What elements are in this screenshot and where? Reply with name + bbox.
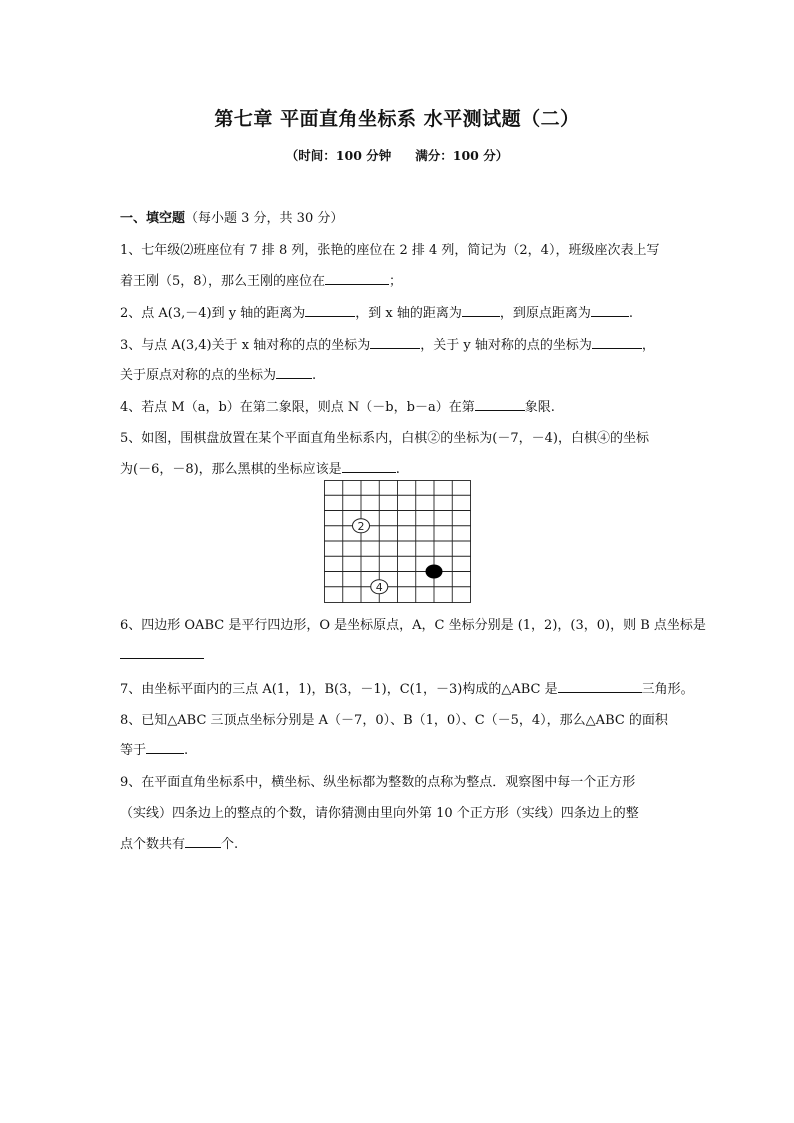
answer-blank-1[interactable]	[325, 272, 389, 285]
question-3-part-b: ，关于 y 轴对称的点的坐标为	[420, 338, 592, 353]
question-8-end: .	[184, 743, 189, 758]
question-2-part-c: ，到原点距离为	[499, 306, 591, 321]
white-stone-2-label: 2	[357, 520, 365, 533]
question-6-line-1: 6、四边形 OABC 是平行四边形，O 是坐标原点，A，C 坐标分别是 (1，2)，(3，0)，则 B 点坐标是	[120, 618, 706, 633]
exam-time: （时间：100 分钟	[285, 148, 392, 163]
question-1-line-1: 1、七年级⑵班座位有 7 排 8 列，张艳的座位在 2 排 4 列，简记为（2，4），班级座次表上写	[120, 243, 660, 258]
white-stone-2	[353, 519, 370, 533]
question-3-sep: ，	[641, 338, 655, 353]
answer-blank-3a[interactable]	[370, 336, 420, 349]
question-8-text: 等于	[120, 743, 147, 758]
answer-blank-3c[interactable]	[276, 366, 312, 379]
question-3-part-c: 关于原点对称的点的坐标为	[120, 368, 277, 383]
question-3-part-a: 3、与点 A(3,4)关于 x 轴对称的点的坐标为	[120, 338, 371, 353]
question-5-line-1: 5、如图，围棋盘放置在某个平面直角坐标系内，白棋②的坐标为(－7，－4)，白棋④的坐标	[120, 431, 649, 446]
question-3-end: .	[312, 368, 317, 383]
section-title: 一、填空题	[120, 211, 186, 226]
answer-blank-7[interactable]	[558, 680, 642, 693]
answer-blank-6[interactable]	[120, 646, 204, 659]
answer-blank-2c[interactable]	[591, 304, 629, 317]
question-4-end: 象限.	[524, 400, 555, 415]
question-3-line-1	[120, 334, 655, 353]
answer-blank-2a[interactable]	[305, 304, 355, 317]
answer-blank-2b[interactable]	[462, 304, 500, 317]
answer-blank-3b[interactable]	[592, 336, 642, 349]
question-9-line-3	[120, 833, 238, 852]
question-2	[120, 302, 633, 321]
answer-blank-9[interactable]	[185, 835, 221, 848]
exam-info	[0, 146, 794, 164]
question-8-line-1: 8、已知△ABC 三顶点坐标分别是 A（－7，0）、B（1，0）、C（－5，4），那么△ABC 的面积	[120, 713, 668, 728]
question-7-text: 7、由坐标平面内的三点 A(1，1)，B(3，－1)，C(1，－3)构成的△ABC 是	[120, 682, 558, 697]
question-2-part-b: ，到 x 轴的距离为	[355, 306, 462, 321]
question-6-line-2	[120, 646, 204, 663]
section-note: （每小题 3 分，共 30 分）	[185, 211, 344, 226]
section-heading	[120, 207, 343, 226]
question-4-part-a: 4、若点 M（a，b）在第二象限，则点 N（－b，b－a）在第	[120, 400, 475, 415]
white-stone-4	[371, 580, 388, 594]
answer-blank-5[interactable]	[342, 460, 396, 473]
question-8-line-2	[120, 739, 188, 758]
black-stone	[426, 565, 443, 579]
question-9-end: 个.	[221, 837, 239, 852]
white-stone-4-label: 4	[375, 581, 383, 594]
go-board-figure	[324, 480, 472, 604]
question-9-text: 点个数共有	[120, 837, 186, 852]
question-1-text: 着王刚（5，8），那么王刚的座位在	[120, 274, 326, 289]
board-grid	[324, 480, 471, 603]
question-5-text: 为(－6，－8)，那么黑棋的坐标应该是	[120, 462, 342, 477]
question-3-line-2	[120, 364, 316, 383]
question-7	[120, 678, 694, 697]
answer-blank-4[interactable]	[475, 398, 525, 411]
question-1-end: ；	[389, 274, 403, 289]
question-7-end: 三角形。	[641, 682, 694, 697]
question-1-line-2	[120, 270, 402, 289]
question-2-part-a: 2、点 A(3,－4)到 y 轴的距离为	[120, 306, 306, 321]
question-5-line-2	[120, 458, 400, 477]
page-title: 第七章 平面直角坐标系 水平测试题（二）	[214, 108, 580, 130]
question-4	[120, 396, 555, 415]
exam-score: 满分：100 分）	[415, 148, 509, 163]
question-5-end: .	[395, 462, 400, 477]
question-9-line-2: （实线）四条边上的整点的个数，请你猜测由里向外第 10 个正方形（实线）四条边上的整	[120, 806, 639, 821]
question-2-end: .	[628, 306, 633, 321]
question-9-line-1: 9、在平面直角坐标系中，横坐标、纵坐标都为整数的点称为整点．观察图中每一个正方形	[120, 775, 636, 790]
answer-blank-8[interactable]	[146, 741, 184, 754]
